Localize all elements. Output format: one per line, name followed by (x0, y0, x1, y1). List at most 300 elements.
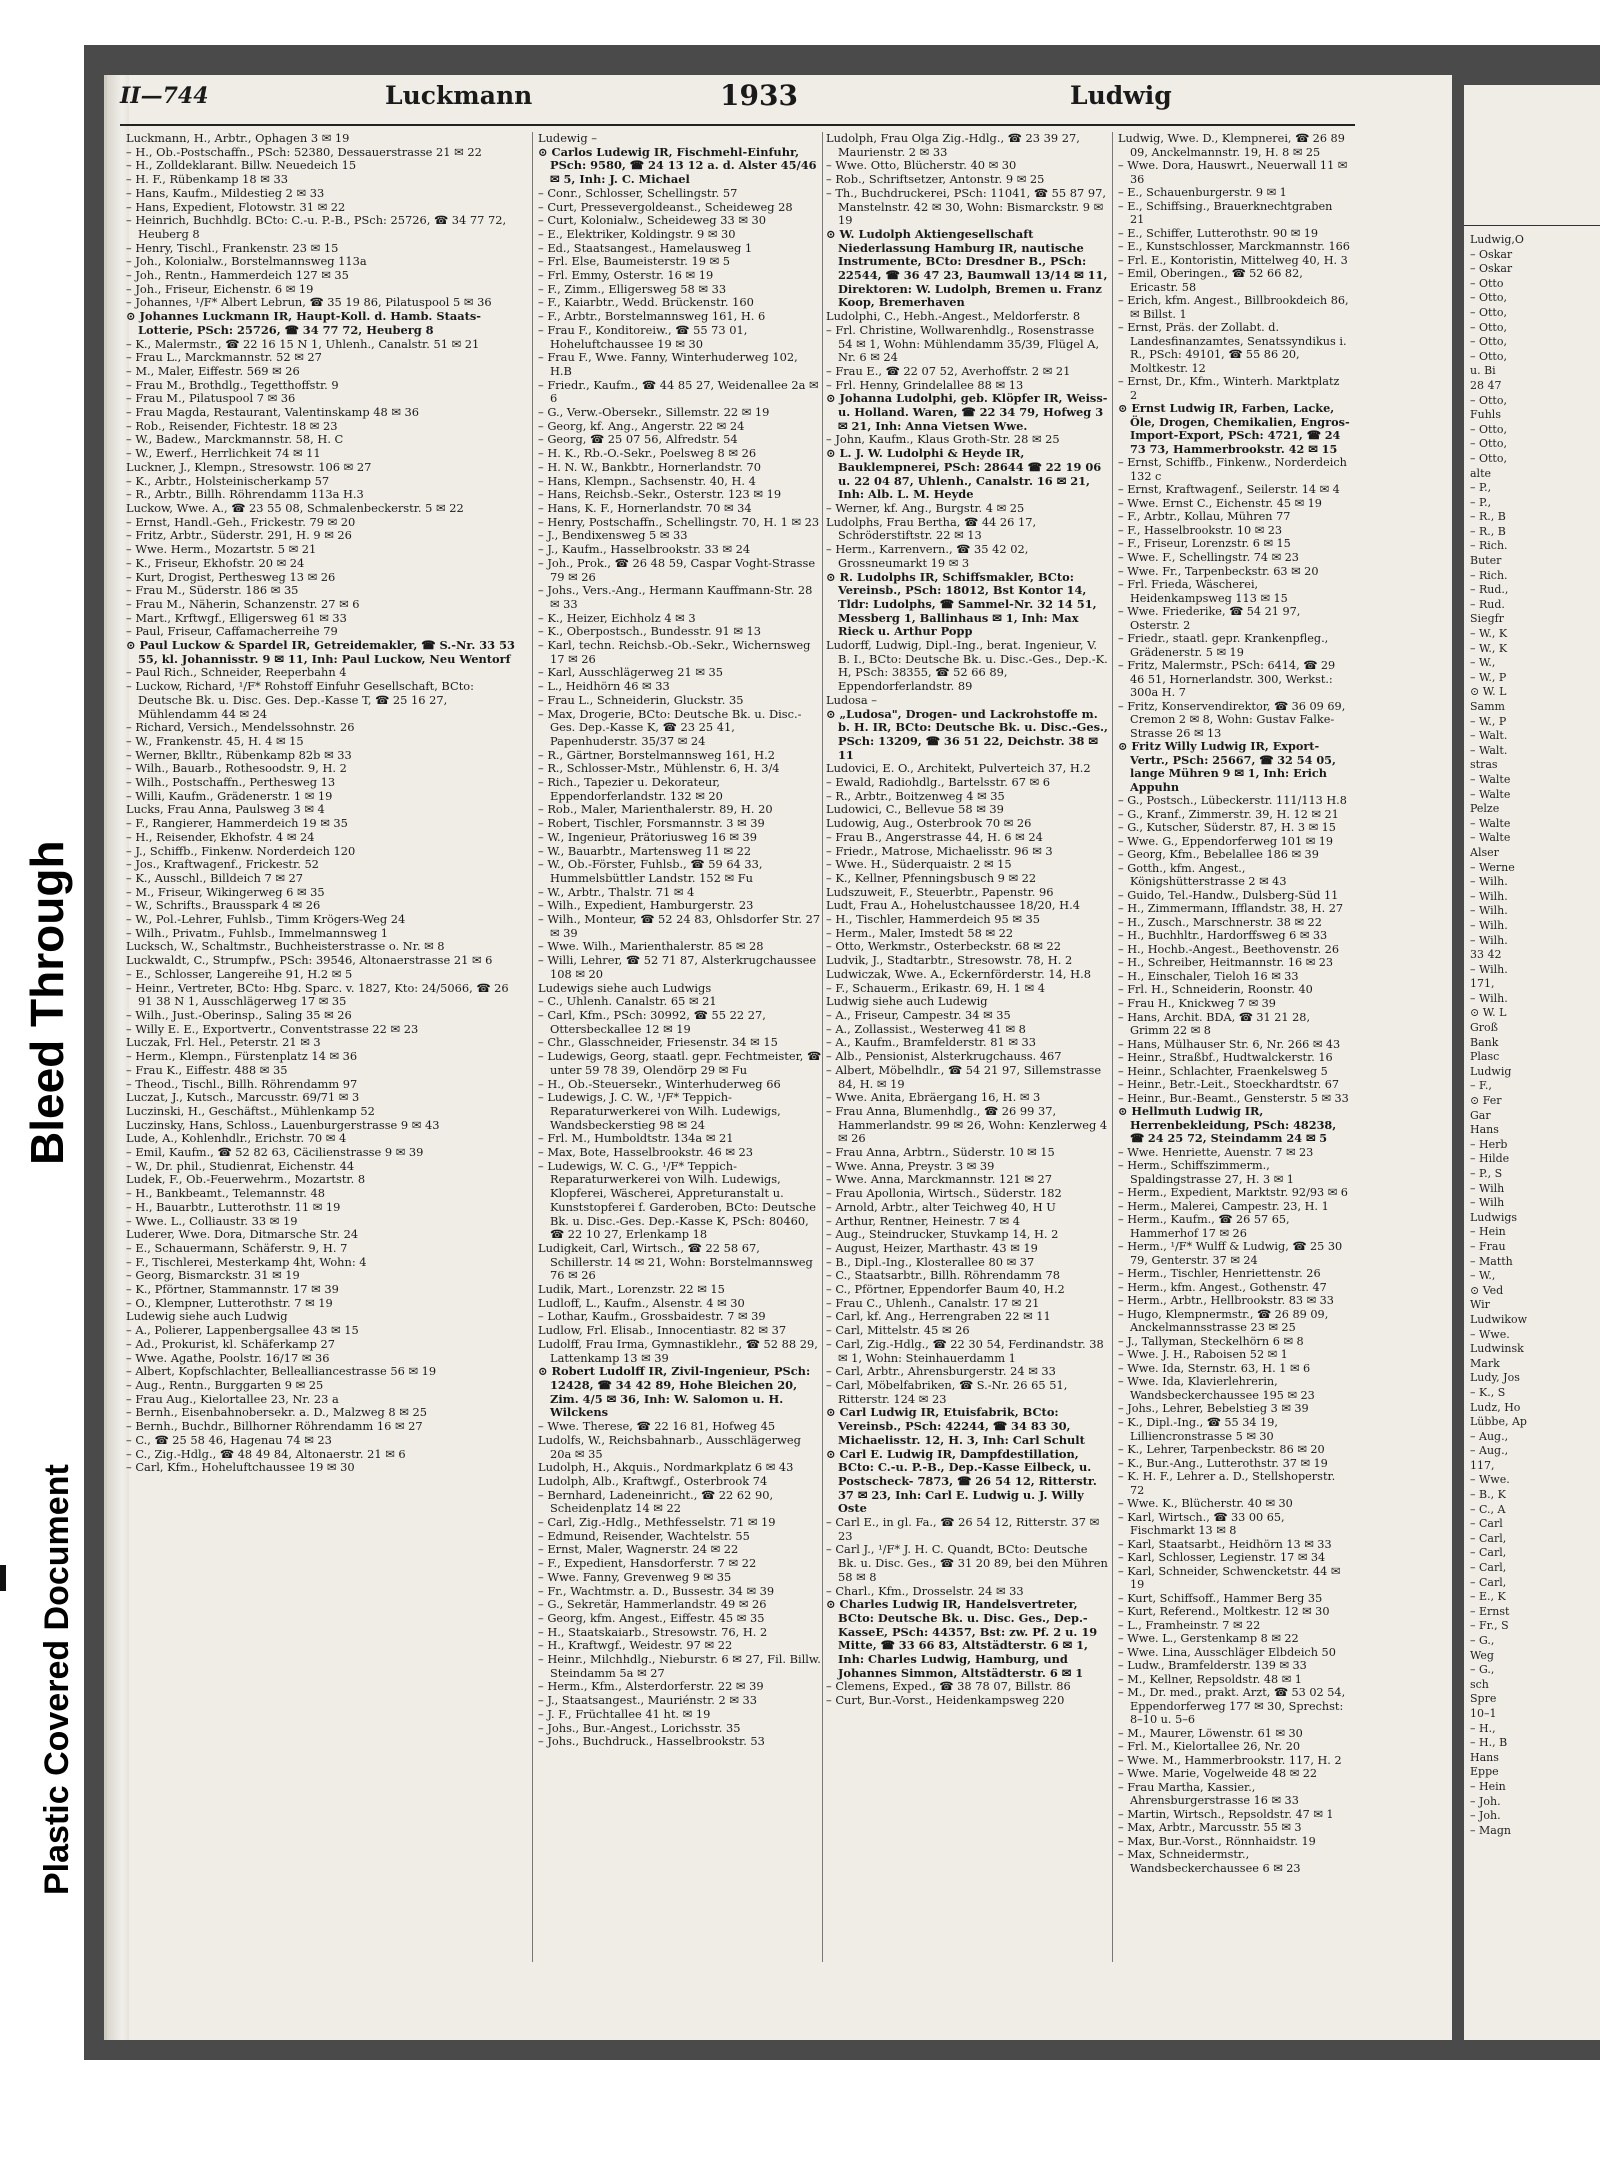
directory-entry: – H., Einschaler, Tieloh 16 ✉ 33 (1118, 969, 1299, 983)
next-page-entry-fragment: – Hein (1470, 1779, 1506, 1793)
directory-entry: – Friedr., Matrose, Michaelisstr. 96 ✉ 3 (826, 843, 1053, 858)
next-page-entry-fragment: – Otto, (1470, 437, 1507, 451)
directory-entry: – K., Oberpostsch., Bundesstr. 91 ✉ 13 (538, 624, 762, 639)
directory-entry: – Curt, Bur.-Vorst., Heidenkampsweg 220 (826, 1693, 1065, 1708)
directory-entry: Ludolphi, C., Hebh.-Angest., Meldorferstr. 8 (826, 309, 1081, 324)
directory-entry: ⊙ Carl Ludwig IR, Etuisfabrik, BCto: Vereinsb., PSch: 42244, ☎ 34 83 30, Michaelisstr. 12, H. 3, Inh: Carl Schult (826, 1405, 1085, 1447)
directory-entry: – Max, Drogerie, BCto: Deutsche Bk. u. Disc.-Ges. Dep.-Kasse K, ☎ 23 25 41, Papenhuderstr. 35/37 ✉ 24 (538, 706, 802, 748)
directory-entry: ⊙ Carl E. Ludwig IR, Dampfdestillation, BCto: C.-u. P.-B., Dep.-Kasse Eilbeck, u. Postscheck- 7873, ☎ 26 54 12, Ritterstr. 37 ✉ 23, Inh: Carl E. Ludwig u. J. Willy Oste (826, 1446, 1097, 1516)
directory-entry: – Frau F., Wwe. Fanny, Winterhuderweg 102, H.B (538, 350, 798, 378)
directory-entry: – Th., Buchdruckerei, PSch: 11041, ☎ 55 87 97, Manstelnstr. 42 ✉ 30, Wohn: Bismarckstr. 9 ✉ 19 (826, 185, 1106, 228)
directory-entry: – Ludewigs, W. C. G., ¹/F* Teppich-Reparaturwerkerei von Wilh. Ludewigs, Klopferei, Wäscherei, Appreturanstalt u. Kunststopferei f. Garderoben, BCto: Deutsche Bk. u. Disc.-Ges. Dep.-Kasse K, PSch: 80460, ☎ 22 10 27, Erlenkamp 18 (538, 1158, 816, 1242)
directory-entry: – Frau M., Pilatuspool 7 ✉ 36 (126, 391, 296, 406)
directory-entry: – E., Schauenburgerstr. 9 ✉ 1 (1118, 186, 1287, 200)
next-page-entry-fragment: Ludwikow (1470, 1312, 1528, 1326)
directory-entry: – Friedr., Kaufm., ☎ 44 85 27, Weidenallee 2a ✉ 6 (538, 377, 819, 406)
next-page-sliver (1464, 85, 1600, 2040)
directory-entry: – Frau L., Schneiderin, Gluckstr. 35 (538, 692, 744, 707)
directory-entry: – Rob., Maler, Marienthalerstr. 89, H. 20 (538, 802, 773, 817)
directory-entry: – H., Hochb.-Angest., Beethovenstr. 26 (1118, 942, 1339, 956)
directory-entry: ⊙ W. Ludolph Aktiengesellschaft Niederlassung Hamburg IR, nautische Instrumente, BCto: Dresdner B., PSch: 22544, ☎ 36 47 23, Baumwall 13/14 ✉ 11, Direktoren: W. Ludolph, Bremen u. Franz Koop, Bremerhaven (826, 226, 1108, 310)
next-page-entry-fragment: Hans (1470, 1750, 1499, 1764)
directory-entry: – Karl, Staatsarbt., Heidhörn 13 ✉ 33 (1118, 1537, 1332, 1551)
directory-entry: ⊙ Carlos Ludewig IR, Fischmehl-Einfuhr, PSch: 9580, ☎ 24 13 12 a. d. Alster 45/46 ✉ 5, Inh: J. C. Michael (538, 144, 817, 187)
next-page-entry-fragment: Groß (1470, 1021, 1499, 1035)
directory-entry: Lucksch, W., Schaltmstr., Buchheisterstrasse o. Nr. ✉ 8 (126, 939, 445, 954)
directory-entry: – H., Ob.-Postschaffn., PSch: 52380, Dessauerstrasse 21 ✉ 22 (126, 144, 482, 159)
directory-entry: – Rob., Schriftsetzer, Antonstr. 9 ✉ 25 (826, 172, 1045, 187)
next-page-entry-fragment: stras (1470, 758, 1498, 772)
directory-entry: – Edmund, Reisender, Wachtelstr. 55 (538, 1528, 750, 1543)
directory-entry: – Bernh., Eisenbahnobersekr. a. D., Malzweg 8 ✉ 25 (126, 1405, 427, 1420)
next-page-column (1464, 233, 1600, 1838)
directory-entry: – Ernst, Schiffb., Finkenw., Norderdeich 132 c (1118, 456, 1347, 483)
next-page-entry-fragment: ⊙ W. L (1470, 685, 1507, 699)
directory-entry: – H., Bauarbtr., Lutterothstr. 11 ✉ 19 (126, 1199, 341, 1214)
directory-entry: – H., Ob.-Steuersekr., Winterhuderweg 66 (538, 1076, 781, 1091)
directory-entry: – Frl. Frieda, Wäscherei, Heidenkampsweg 113 ✉ 15 (1118, 578, 1288, 605)
edge-tick-mark (0, 1565, 6, 1591)
directory-entry: – Fritz, Malermstr., PSch: 6414, ☎ 29 46 51, Hornerlandstr. 300, Werkst.: 300a H. 7 (1118, 659, 1336, 700)
directory-entry: – Johs., Bur.-Angest., Lorichsstr. 35 (538, 1720, 741, 1735)
next-page-entry-fragment: 117, (1470, 1458, 1495, 1472)
next-page-entry-fragment: – Walte (1470, 831, 1511, 845)
directory-entry: – C., Zig.-Hdlg., ☎ 48 49 84, Altonaerstr. 21 ✉ 6 (126, 1446, 406, 1461)
next-page-header-rule (1464, 225, 1600, 226)
directory-entry: – J., Tallyman, Steckelhörn 6 ✉ 8 (1118, 1334, 1304, 1348)
directory-entry: – G., Sekretär, Hammerlandstr. 49 ✉ 26 (538, 1597, 767, 1612)
directory-entry: – H., Tischler, Hammerdeich 95 ✉ 35 (826, 912, 1041, 927)
next-page-entry-fragment: – Otto, (1470, 335, 1507, 349)
directory-entry: ⊙ Hellmuth Ludwig IR, Herrenbekleidung, PSch: 48238, ☎ 24 25 72, Steindamm 24 ✉ 5 (1118, 1104, 1337, 1146)
directory-entry: – Paul Rich., Schneider, Reeperbahn 4 (126, 665, 347, 680)
directory-entry: – Johs., Lehrer, Bebelstieg 3 ✉ 39 (1118, 1402, 1309, 1416)
directory-entry: – A., Polierer, Lappenbergsallee 43 ✉ 15 (126, 1323, 359, 1338)
directory-entry: Ludwig siehe auch Ludewig (826, 994, 988, 1009)
directory-entry: – H., Reisender, Ekhofstr. 4 ✉ 24 (126, 829, 315, 844)
directory-entry: – Curt, Pressevergoldeanst., Scheideweg 28 (538, 199, 793, 214)
directory-entry: – Frl. M., Humboldtstr. 134a ✉ 21 (538, 1131, 734, 1146)
directory-entry: – C., ☎ 25 58 46, Hagenau 74 ✉ 23 (126, 1432, 332, 1447)
directory-entry: – R., Schlosser-Mstr., Mühlenstr. 6, H. 3/4 (538, 761, 780, 776)
directory-entry: ⊙ „Ludosa", Drogen- und Lackrohstoffe m. b. H. IR, BCto: Deutsche Bk. u. Disc.-Ges., PSch: 13209, ☎ 36 51 22, Deichstr. 38 ✉ 11 (826, 706, 1108, 762)
next-page-entry-fragment: Ludwinsk (1470, 1342, 1524, 1356)
directory-entry: – E., Schiffer, Lutterothstr. 90 ✉ 19 (1118, 226, 1319, 240)
entry-column-3 (826, 132, 1110, 1962)
directory-entry: – H., Schreiber, Heitmannstr. 16 ✉ 23 (1118, 956, 1334, 970)
directory-entry: – Frl. Henny, Grindelallee 88 ✉ 13 (826, 377, 1024, 392)
directory-entry: – Herm., Karrenvern., ☎ 35 42 02, Grossneumarkt 19 ✉ 3 (826, 542, 1029, 570)
next-page-entry-fragment: – P., (1470, 495, 1492, 509)
directory-entry: – W., Dr. phil., Studienrat, Eichenstr. 44 (126, 1158, 355, 1173)
directory-entry: – H. K., Rb.-O.-Sekr., Poelsweg 8 ✉ 26 (538, 446, 757, 461)
next-page-entry-fragment: alte (1470, 466, 1492, 480)
directory-entry: – K., Lehrer, Tarpenbeckstr. 86 ✉ 20 (1118, 1443, 1325, 1457)
next-page-entry-fragment: Ludz, Ho (1470, 1400, 1521, 1414)
directory-entry: – Carl, Mittelstr. 45 ✉ 26 (826, 1323, 970, 1338)
directory-entry: – R., Gärtner, Borstelmannsweg 161, H.2 (538, 747, 775, 762)
directory-entry: – A., Kaufm., Bramfelderstr. 81 ✉ 33 (826, 1035, 1037, 1050)
directory-entry: – A., Zollassist., Westerweg 41 ✉ 8 (826, 1021, 1026, 1036)
directory-entry: Ludolff, Frau Irma, Gymnastiklehr., ☎ 52 88 29, Lattenkamp 13 ✉ 39 (538, 1336, 818, 1365)
directory-entry: – Richard, Versich., Mendelssohnstr. 26 (126, 720, 355, 735)
next-page-entry-fragment: – Magn (1470, 1823, 1511, 1837)
directory-entry: – Wwe. K., Blücherstr. 40 ✉ 30 (1118, 1497, 1293, 1511)
directory-entry: – W., Ingenieur, Prätoriusweg 16 ✉ 39 (538, 829, 758, 844)
directory-entry: – Wilh., Privatm., Fuhlsb., Immelmannsweg 1 (126, 925, 388, 940)
directory-entry: – Frau F., Konditoreiw., ☎ 55 73 01, Hoheluftchaussee 19 ✉ 30 (538, 322, 748, 351)
directory-entry: – Frau L., Marckmannstr. 52 ✉ 27 (126, 350, 322, 365)
next-page-entry-fragment: – E., K (1470, 1590, 1506, 1604)
directory-entry: Ludewig – (538, 132, 597, 145)
directory-entry: – Joh., Rentn., Hammerdeich 127 ✉ 35 (126, 268, 349, 283)
page-header (120, 75, 1350, 115)
directory-entry: – Wilh., Postschaffn., Perthesweg 13 (126, 775, 336, 790)
directory-entry: – Heinr., Milchhdlg., Nieburstr. 6 ✉ 27, Fil. Billw. Steindamm 5a ✉ 27 (538, 1652, 821, 1680)
directory-entry: – Wwe. Friederike, ☎ 54 21 97, Osterstr. 2 (1118, 605, 1301, 632)
directory-entry: – Hans, Mülhauser Str. 6, Nr. 266 ✉ 43 (1118, 1037, 1341, 1051)
directory-entry: – K., Dipl.-Ing., ☎ 55 34 19, Lilliencronstrasse 5 ✉ 30 (1118, 1415, 1279, 1443)
directory-entry: – Willi, Kaufm., Grädenerstr. 1 ✉ 19 (126, 788, 333, 803)
next-page-entry-fragment: 10–1 (1470, 1706, 1497, 1720)
directory-entry: – Carl, Möbelfabriken, ☎ S.-Nr. 26 65 51, Ritterstr. 124 ✉ 23 (826, 1377, 1068, 1406)
directory-entry: – Herm., Klempn., Fürstenplatz 14 ✉ 36 (126, 1049, 358, 1064)
next-page-entry-fragment: Ludy, Jos (1470, 1371, 1520, 1385)
next-page-entry-fragment: – Oskar (1470, 247, 1513, 261)
directory-entry: – Johs., Vers.-Ang., Hermann Kauffmann-Str. 28 ✉ 33 (538, 583, 813, 611)
directory-entry: – Fr., Wachtmstr. a. D., Bussestr. 34 ✉ 39 (538, 1583, 775, 1598)
directory-entry: – Carl J., ¹/F* J. H. C. Quandt, BCto: Deutsche Bk. u. Disc. Ges., ☎ 31 20 89, bei den Mühren 58 ✉ 8 (826, 1542, 1108, 1584)
next-page-entry-fragment: Ludwig,O (1470, 233, 1524, 246)
directory-entry: – Ludw., Bramfelderstr. 139 ✉ 33 (1118, 1659, 1307, 1673)
directory-entry: – W., Arbtr., Thalstr. 71 ✉ 4 (538, 884, 695, 899)
directory-entry: – E., Schiffsing., Brauerknechtgraben 21 (1118, 199, 1333, 227)
directory-entry: – Max, Bote, Hasselbrookstr. 46 ✉ 23 (538, 1145, 754, 1160)
next-page-entry-fragment: Eppe (1470, 1765, 1499, 1779)
directory-entry: – Heinrich, Buchhdlg. BCto: C.-u. P.-B., PSch: 25726, ☎ 34 77 72, Heuberg 8 (126, 213, 507, 241)
directory-entry: – Ernst, Handl.-Geh., Frickestr. 79 ✉ 20 (126, 514, 356, 529)
next-page-entry-fragment: – R., B (1470, 510, 1506, 524)
next-page-entry-fragment: – Otto, (1470, 393, 1507, 407)
directory-entry: – Herm., Tischler, Henriettenstr. 26 (1118, 1267, 1321, 1281)
directory-entry: – Bernhard, Ladeneinricht., ☎ 22 62 90, Scheidenplatz 14 ✉ 22 (538, 1487, 774, 1516)
next-page-entry-fragment: – Wilh (1470, 1181, 1505, 1195)
next-page-entry-fragment: – Fr., S (1470, 1619, 1509, 1633)
directory-entry: – Luckow, Richard, ¹/F* Rohstoff Einfuhr Gesellschaft, BCto: Deutsche Bk. u. Disc. Ges. Dep.-Kasse T, ☎ 25 16 27, Mühlendamm 44 ✉ 24 (126, 679, 475, 721)
directory-entry: – H., Buchhltr., Hardorffsweg 6 ✉ 33 (1118, 929, 1328, 943)
directory-entry: ⊙ L. J. W. Ludolphi & Heyde IR, Bauklempnerei, PSch: 28644 ☎ 22 19 06 u. 22 04 87, Uhlenh., Canalstr. 16 ✉ 21, Inh: Alb. L. M. Heyde (826, 446, 1102, 502)
directory-entry: – Frl. Else, Baumeisterstr. 19 ✉ 5 (538, 254, 731, 269)
next-page-entry-fragment: Ludwig (1470, 1064, 1512, 1078)
directory-entry: – Frau C., Uhlenh., Canalstr. 17 ✉ 21 (826, 1295, 1040, 1310)
directory-entry: – Albert, Kopfschlachter, Bellealliancestrasse 56 ✉ 19 (126, 1364, 437, 1379)
directory-entry: – Wwe. Agathe, Poolstr. 16/17 ✉ 36 (126, 1350, 330, 1365)
directory-entry: – Clemens, Exped., ☎ 38 78 07, Billstr. 86 (826, 1679, 1071, 1694)
next-page-entry-fragment: – Matth (1470, 1254, 1513, 1268)
next-page-entry-fragment: – H., B (1470, 1736, 1508, 1750)
directory-entry: – O., Klempner, Lutterothstr. 7 ✉ 19 (126, 1295, 333, 1310)
directory-entry: ⊙ Paul Luckow & Spardel IR, Getreidemakler, ☎ S.-Nr. 33 53 55, kl. Johannisstr. 9 ✉ 11, Inh: Paul Luckow, Neu Wentorf (126, 638, 515, 666)
next-page-entry-fragment: – Wilh. (1470, 904, 1508, 918)
left-guide-word: Luckmann (385, 81, 533, 110)
directory-entry: Luckow, Wwe. A., ☎ 23 55 08, Schmalenbeckerstr. 5 ✉ 22 (126, 500, 464, 515)
directory-entry: – E., Kunstschlosser, Marckmannstr. 166 (1118, 240, 1350, 254)
directory-entry: Ludwig, Wwe. D., Klempnerei, ☎ 26 89 09, Anckelmannstr. 19, H. 8 ✉ 25 (1118, 132, 1345, 159)
directory-entry: – Herm., Arbtr., Hellbrookstr. 83 ✉ 33 (1118, 1294, 1334, 1308)
directory-entry: – A., Friseur, Campestr. 34 ✉ 35 (826, 1008, 1011, 1022)
next-page-entry-fragment: ⊙ Fer (1470, 1094, 1502, 1108)
directory-entry: – K., Malermstr., ☎ 22 16 15 N 1, Uhlenh., Canalstr. 51 ✉ 21 (126, 336, 480, 351)
directory-entry: – G., Postsch., Lübeckerstr. 111/113 H.8 (1118, 794, 1347, 808)
directory-entry: Ludolph, Alb., Kraftwgf., Osterbrook 74 (538, 1473, 768, 1488)
directory-entry: – K., Arbtr., Holsteinischerkamp 57 (126, 473, 330, 488)
next-page-entry-fragment: – G., (1470, 1663, 1495, 1677)
next-page-entry-fragment: Lübbe, Ap (1470, 1415, 1527, 1429)
directory-entry: – Hans, Klempn., Sachsenstr. 40, H. 4 (538, 473, 756, 488)
directory-entry: – Hans, K. F., Hornerlandstr. 70 ✉ 34 (538, 500, 752, 515)
directory-entry: – W., Ob.-Förster, Fuhlsb., ☎ 59 64 33, Hummelsbüttler Landstr. 152 ✉ Fu (538, 857, 763, 885)
directory-entry: – Conr., Schlosser, Schellingstr. 57 (538, 185, 738, 200)
directory-entry: – L., Framheinstr. 7 ✉ 22 (1118, 1618, 1261, 1632)
directory-entry: – Wwe. Anna, Marckmannstr. 121 ✉ 27 (826, 1172, 1053, 1187)
directory-entry: – Lothar, Kaufm., Grossbaidestr. 7 ✉ 39 (538, 1309, 766, 1324)
directory-entry: – Kurt, Schiffsoff., Hammer Berg 35 (1118, 1591, 1323, 1605)
column-separator (1112, 132, 1113, 1962)
next-page-entry-fragment: Alser (1470, 845, 1499, 859)
directory-entry: – Carl, kf. Ang., Herrengraben 22 ✉ 11 (826, 1309, 1051, 1324)
directory-entry: – Willy E. E., Exportvertr., Conventstrasse 22 ✉ 23 (126, 1021, 419, 1036)
directory-entry: Luczinski, H., Geschäftst., Mühlenkamp 52 (126, 1103, 375, 1118)
directory-entry: – Ernst, Dr., Kfm., Winterh. Marktplatz 2 (1118, 375, 1340, 402)
next-page-entry-fragment: Fuhls (1470, 408, 1501, 422)
entry-column-4 (1118, 132, 1350, 1962)
directory-entry: – E., Schauermann, Schäferstr. 9, H. 7 (126, 1240, 348, 1255)
directory-entry: – Frau M., Brothdlg., Tegetthoffstr. 9 (126, 377, 339, 392)
next-page-entry-fragment: – Carl, (1470, 1546, 1507, 1560)
directory-entry: Ludolph, Frau Olga Zig.-Hdlg., ☎ 23 39 27, Maurienstr. 2 ✉ 33 (826, 132, 1080, 159)
directory-entry: – W., Bauarbtr., Martensweg 11 ✉ 22 (538, 843, 752, 858)
directory-entry: – R., Arbtr., Billh. Röhrendamm 113a H.3 (126, 487, 364, 502)
directory-entry: – Wwe. Anita, Ebräergang 16, H. ✉ 3 (826, 1090, 1041, 1105)
next-page-entry-fragment: – P., (1470, 481, 1492, 495)
directory-entry: Ludigkeit, Carl, Wirtsch., ☎ 22 58 67, Schillerstr. 14 ✉ 21, Wohn: Borstelmannsweg 76 ✉ 26 (538, 1240, 813, 1283)
directory-entry: – Frl. E., Kontoristin, Mittelweg 40, H. 3 (1118, 253, 1348, 267)
directory-entry: – August, Heizer, Marthastr. 43 ✉ 19 (826, 1240, 1038, 1255)
next-page-entry-fragment: 33 42 (1470, 948, 1502, 962)
next-page-entry-fragment: – W., P (1470, 670, 1507, 684)
directory-entry: – M., Maurer, Löwenstr. 61 ✉ 30 (1118, 1726, 1303, 1740)
plastic-covered-label: Plastic Covered Document (38, 1464, 76, 1895)
next-page-entry-fragment: – Joh. (1470, 1809, 1501, 1823)
directory-entry: – L., Heidhörn 46 ✉ 33 (538, 679, 670, 694)
next-page-entry-fragment: – P., S (1470, 1167, 1503, 1180)
directory-entry: – H., Zolldeklarant. Billw. Neuedeich 15 (126, 158, 357, 173)
directory-entry: Ludowici, C., Bellevue 58 ✉ 39 (826, 802, 1004, 817)
next-page-entry-fragment: – Hilde (1470, 1152, 1510, 1166)
directory-entry: – Albert, Möbelhdlr., ☎ 54 21 97, Sillemstrasse 84, H. ✉ 19 (826, 1062, 1102, 1091)
directory-entry: – Wilh., Bauarb., Rothesoodstr. 9, H. 2 (126, 761, 347, 776)
next-page-entry-fragment: Weg (1470, 1648, 1494, 1662)
directory-entry: – Willi, Lehrer, ☎ 52 71 87, Alsterkrugchaussee 108 ✉ 20 (538, 953, 817, 981)
directory-entry: – F., Schauerm., Erikastr. 69, H. 1 ✉ 4 (826, 980, 1045, 995)
directory-entry: – Wwe. Ernst C., Eichenstr. 45 ✉ 19 (1118, 496, 1322, 510)
directory-entry: – Mart., Krftwgf., Elligersweg 61 ✉ 33 (126, 610, 347, 625)
directory-entry: ⊙ Charles Ludwig IR, Handelsvertreter, BCto: Deutsche Bk. u. Disc. Ges., Dep.-KasseE, PSch: 44357, Bst: zw. Pf. 2 u. 19 Mitte, ☎ 33 66 83, Altstädterstr. 6 ✉ 1, Inh: Charles Ludwig, Hamburg, und Johannes Simmon, Altstädterstr. 6 ✉ 1 (826, 1597, 1098, 1680)
directory-entry: – Heinr., Schlachter, Fraenkelsweg 5 (1118, 1064, 1328, 1078)
next-page-entry-fragment: 28 47 (1470, 378, 1502, 392)
directory-entry: – Max, Bur.-Vorst., Rönnhaidstr. 19 (1118, 1834, 1316, 1848)
directory-entry: – F., Arbtr., Kollau, Mühren 77 (1118, 510, 1291, 524)
next-page-entry-fragment: – Carl, (1470, 1531, 1507, 1545)
directory-entry: – Georg, Bismarckstr. 31 ✉ 19 (126, 1268, 300, 1283)
directory-entry: – Georg, kfm. Angest., Eiffestr. 45 ✉ 35 (538, 1610, 765, 1625)
next-page-entry-fragment: – Carl, (1470, 1561, 1507, 1575)
directory-entry: – Kurt, Drogist, Perthesweg 13 ✉ 26 (126, 569, 336, 584)
next-page-entry-fragment: – Otto, (1470, 349, 1507, 363)
directory-entry: – G., Verw.-Obersekr., Sillemstr. 22 ✉ 19 (538, 405, 770, 420)
directory-entry: – Werner, kf. Ang., Burgstr. 4 ✉ 25 (826, 500, 1025, 515)
directory-entry: ⊙ Robert Ludolff IR, Zivil-Ingenieur, PSch: 12428, ☎ 34 42 89, Hohe Bleichen 20, Zim. 4/5 ✉ 36, Inh: W. Salomon u. H. Wilckens (538, 1364, 811, 1420)
directory-entry: Luczinsky, Hans, Schloss., Lauenburgerstrasse 9 ✉ 43 (126, 1117, 440, 1132)
directory-entry: Lude, A., Kohlenhdlr., Erichstr. 70 ✉ 4 (126, 1131, 347, 1146)
directory-entry: – Frl. H., Schneiderin, Roonstr. 40 (1118, 983, 1313, 997)
directory-entry: – C., Staatsarbtr., Billh. Röhrendamm 78 (826, 1268, 1061, 1283)
directory-entry: – Heinr., Straßbf., Hudtwalckerstr. 16 (1118, 1051, 1333, 1065)
directory-entry: – Herm., Maler, Imstedt 58 ✉ 22 (826, 925, 1014, 940)
directory-entry: – Joh., Friseur, Eichenstr. 6 ✉ 19 (126, 281, 314, 296)
directory-year: 1933 (720, 79, 798, 112)
directory-entry: – Otto, Werkmstr., Osterbeckstr. 68 ✉ 22 (826, 939, 1061, 954)
directory-entry: – Frl. M., Kielortallee 26, Nr. 20 (1118, 1740, 1301, 1754)
directory-entry: – Chr., Glasschneider, Friesenstr. 34 ✉ 15 (538, 1035, 778, 1050)
directory-entry: – Alb., Pensionist, Alsterkrugchauss. 467 (826, 1049, 1062, 1064)
directory-entry: – Arnold, Arbtr., alter Teichweg 40, H U (826, 1199, 1056, 1214)
directory-entry: Lucks, Frau Anna, Paulsweg 3 ✉ 4 (126, 802, 325, 817)
directory-entry: – B., Dipl.-Ing., Klosterallee 80 ✉ 37 (826, 1254, 1035, 1269)
directory-entry: – Karl, Ausschlägerweg 21 ✉ 35 (538, 665, 724, 680)
next-page-entry-fragment: – Wilh. (1470, 889, 1508, 903)
directory-entry: – M., Friseur, Wikingerweg 6 ✉ 35 (126, 884, 325, 899)
next-page-entry-fragment: – Otto, (1470, 291, 1507, 305)
next-page-entry-fragment: – Wilh (1470, 1196, 1505, 1210)
directory-entry: Ludorff, Ludwig, Dipl.-Ing., berat. Ingenieur, V. B. I., BCto: Deutsche Bk. u. Disc.-Ges., Dep.-K. H, PSch: 38355, ☎ 52 66 89, Eppendorferlandstr. 89 (826, 638, 1108, 694)
next-page-entry-fragment: – W., P (1470, 714, 1507, 728)
directory-entry: – H. F., Rübenkamp 18 ✉ 33 (126, 172, 288, 187)
next-page-entry-fragment: Buter (1470, 554, 1502, 568)
directory-entry: – J. F., Früchtallee 41 ht. ✉ 19 (538, 1706, 711, 1721)
directory-entry: – F., Friseur, Lorenzstr. 6 ✉ 15 (1118, 537, 1291, 551)
directory-entry: – John, Kaufm., Klaus Groth-Str. 28 ✉ 25 (826, 432, 1060, 447)
next-page-entry-fragment: – Rich. (1470, 539, 1508, 553)
directory-entry: – F., Tischlerei, Mesterkamp 4ht, Wohn: 4 (126, 1254, 367, 1269)
directory-entry: – Guido, Tel.-Handw., Dulsberg-Süd 11 (1118, 888, 1339, 902)
directory-entry: – Hans, Archit. BDA, ☎ 31 21 28, Grimm 22 ✉ 8 (1118, 1010, 1311, 1038)
directory-entry: – Curt, Kolonialw., Scheideweg 33 ✉ 30 (538, 213, 766, 228)
next-page-entry-fragment: Spre (1470, 1692, 1497, 1706)
directory-entry: – J., Staatsangest., Mauriénstr. 2 ✉ 33 (538, 1693, 758, 1708)
entry-column-1 (126, 132, 526, 1962)
directory-entry: – Kurt, Referend., Moltkestr. 12 ✉ 30 (1118, 1605, 1330, 1619)
directory-entry: Ludik, Mart., Lorenzstr. 22 ✉ 15 (538, 1282, 725, 1297)
next-page-entry-fragment: – Otto, (1470, 305, 1507, 319)
directory-entry: Ludewig siehe auch Ludwig (126, 1309, 288, 1324)
directory-entry: – Herm., Malerei, Campestr. 23, H. 1 (1118, 1199, 1329, 1213)
next-page-entry-fragment: – Wilh. (1470, 933, 1508, 947)
directory-entry: Ludek, F., Ob.-Feuerwehrm., Mozartstr. 8 (126, 1172, 366, 1187)
directory-entry: – Wwe. Anna, Preystr. 3 ✉ 39 (826, 1158, 995, 1173)
directory-entry: Luckwaldt, C., Strumpfw., PSch: 39546, Altonaerstrasse 21 ✉ 6 (126, 953, 493, 968)
directory-entry: – K., Friseur, Ekhofstr. 20 ✉ 24 (126, 555, 305, 570)
directory-entry: – K., Pförtner, Stammannstr. 17 ✉ 39 (126, 1282, 339, 1297)
directory-entry: – Frau B., Angerstrasse 44, H. 6 ✉ 24 (826, 829, 1043, 844)
directory-entry: – Carl, Arbtr., Ahrensburgerstr. 24 ✉ 33 (826, 1364, 1056, 1379)
directory-entry: – Wwe. M., Hammerbrookstr. 117, H. 2 (1118, 1753, 1342, 1767)
directory-entry: – G., Kutscher, Süderstr. 87, H. 3 ✉ 15 (1118, 821, 1336, 835)
directory-entry: – Robert, Tischler, Forsmannstr. 3 ✉ 39 (538, 816, 765, 831)
directory-entry: ⊙ Johannes Luckmann IR, Haupt-Koll. d. Hamb. Staats-Lotterie, PSch: 25726, ☎ 34 77 72, Heuberg 8 (126, 309, 482, 337)
directory-entry: – Emil, Oberingen., ☎ 52 66 82, Ericastr. 58 (1118, 267, 1303, 294)
directory-entry: – Frl. Christine, Wollwarenhdlg., Rosenstrasse 54 ✉ 1, Wohn: Mühlendamm 35/39, Flügel A, Nr. 6 ✉ 24 (826, 322, 1100, 365)
next-page-entry-fragment: – Otto (1470, 276, 1504, 290)
next-page-entry-fragment: – Otto, (1470, 451, 1507, 465)
directory-entry: – Ernst, Präs. der Zollabt. d. Landesfinanzamtes, Senatssyndikus i. R., PSch: 49101, ☎ 55 86 20, Moltkestr. 12 (1118, 321, 1347, 375)
next-page-entry-fragment: – C., A (1470, 1502, 1506, 1516)
directory-entry: Ludewigs siehe auch Ludwigs (538, 980, 712, 995)
directory-entry: Ludovici, E. O., Architekt, Pulverteich 37, H.2 (826, 761, 1091, 776)
next-page-entry-fragment: – F., (1470, 1079, 1492, 1093)
directory-entry: – Frau M., Süderstr. 186 ✉ 35 (126, 583, 299, 598)
directory-entry: – Frau E., ☎ 22 07 52, Averhoffstr. 2 ✉ 21 (826, 363, 1071, 378)
next-page-entry-fragment: Wir (1470, 1298, 1490, 1312)
directory-entry: – Wilh., Expedient, Hamburgerstr. 23 (538, 898, 754, 913)
directory-entry: – Henry, Tischl., Frankenstr. 23 ✉ 15 (126, 240, 339, 255)
directory-entry: – Hans, Expedient, Flotowstr. 31 ✉ 22 (126, 199, 346, 214)
directory-entry: – Arthur, Rentner, Heinestr. 7 ✉ 4 (826, 1213, 1020, 1228)
directory-entry: Ludolfs, W., Reichsbahnarb., Ausschlägerweg 20a ✉ 35 (538, 1432, 801, 1461)
directory-entry: – Heinr., Bur.-Beamt., Gensterstr. 5 ✉ 33 (1118, 1091, 1349, 1105)
directory-entry: Luckner, J., Klempn., Stresowstr. 106 ✉ 27 (126, 459, 372, 474)
directory-entry: – Georg, ☎ 25 07 56, Alfredstr. 54 (538, 432, 738, 447)
directory-entry: Ludolphs, Frau Bertha, ☎ 44 26 17, Schröderstiftstr. 22 ✉ 13 (826, 514, 1037, 543)
next-page-entry-fragment: – Carl, (1470, 1575, 1507, 1589)
directory-entry: – Frau Martha, Kassier., Ahrensburgerstrasse 16 ✉ 33 (1118, 1780, 1299, 1808)
directory-entry: – M., Dr. med., prakt. Arzt, ☎ 53 02 54, Eppendorferweg 177 ✉ 30, Sprechst: 8–10 u. 5–6 (1118, 1686, 1346, 1727)
next-page-entry-fragment: Plasc (1470, 1050, 1500, 1064)
directory-entry: – Karl, Wirtsch., ☎ 33 00 65, Fischmarkt 13 ✉ 8 (1118, 1510, 1285, 1538)
next-page-entry-fragment: 171, (1470, 977, 1495, 991)
column-separator (532, 132, 533, 1962)
directory-entry: – K., Bur.-Ang., Lutterothstr. 37 ✉ 19 (1118, 1456, 1328, 1470)
next-page-entry-fragment: ⊙ W. L (1470, 1006, 1507, 1020)
next-page-entry-fragment: – G., (1470, 1634, 1495, 1647)
next-page-entry-fragment: – Hein (1470, 1225, 1506, 1239)
directory-entry: Ludvik, J., Stadtarbtr., Stresowstr. 78, H. 2 (826, 953, 1073, 968)
directory-entry: – Frau Aug., Kielortallee 23, Nr. 23 a (126, 1391, 339, 1406)
directory-entry: – Johs., Buchdruck., Hasselbrookstr. 53 (538, 1734, 765, 1749)
column-separator (822, 132, 823, 1962)
directory-entry: – Wilh., Monteur, ☎ 52 24 83, Ohlsdorfer Str. 27 ✉ 39 (538, 912, 821, 940)
directory-entry: – Werner, Bklltr., Rübenkamp 82b ✉ 33 (126, 747, 352, 762)
directory-entry: – E., Schlosser, Langereihe 91, H.2 ✉ 5 (126, 966, 353, 981)
directory-entry: – C., Pförtner, Eppendorfer Baum 40, H.2 (826, 1282, 1065, 1297)
page-number: II—744 (120, 83, 209, 109)
next-page-entry-fragment: – W., K (1470, 641, 1508, 655)
directory-entry: ⊙ Johanna Ludolphi, geb. Klöpfer IR, Weiss- u. Holland. Waren, ☎ 22 34 79, Hofweg 3 ✉ 21, Inh: Anna Vietsen Wwe. (826, 391, 1108, 433)
directory-entry: – M., Kellner, Repsoldstr. 48 ✉ 1 (1118, 1672, 1302, 1686)
directory-entry: – Rich., Tapezier u. Dekorateur, Eppendorferlandstr. 132 ✉ 20 (538, 775, 723, 803)
next-page-entry-fragment: Ludwigs (1470, 1210, 1518, 1224)
directory-entry: – Georg, kf. Ang., Angerstr. 22 ✉ 24 (538, 418, 745, 433)
